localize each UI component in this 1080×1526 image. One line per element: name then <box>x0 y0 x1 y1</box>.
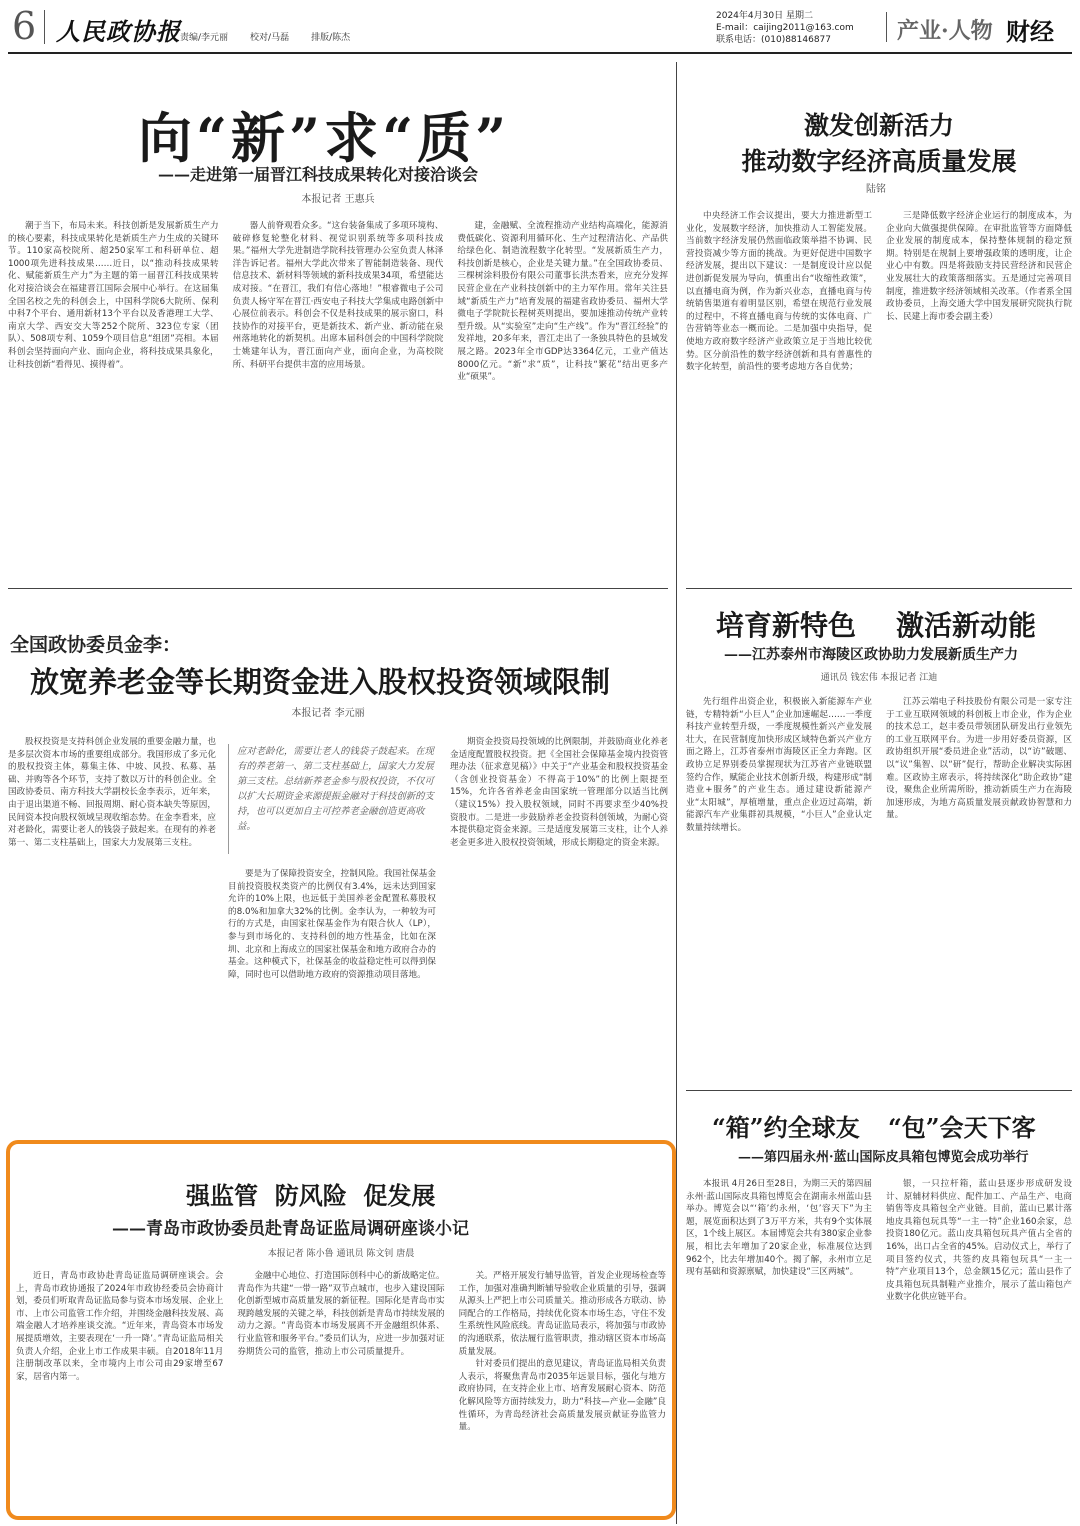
article4-title-part2: 激活新动能 <box>896 609 1037 642</box>
article6-subtitle: ——第四届永州·蓝山国际皮具箱包博览会成功举行 <box>738 1150 1029 1165</box>
paper-name: 人民政协报 <box>56 17 181 46</box>
article3-pullquote <box>228 744 443 854</box>
article6-body <box>686 1178 1072 1518</box>
article4-col1: 先行组件出资企业，积极嵌入新能源车产业链，专精特新“小巨人”企业加速崛起……一季度科技产业转型升级，一季度规模性新兴产业发展壮大，在民营制度加快形成区域特色新兴产业方面之路上，江苏省泰州市海陵区正全力奔跑。区政协立足界别委员掌握现状为江苏省产业链联盟签约合作，赋能企业技术创新升级，构建形成“制造业+服务”的产业生态。通过建设新能源产业“太阳城”，厚植增量，重点企业迈过高端，新能源汽车产业集群初具规模，“小巨人”企业认定数量持续增长。 <box>686 697 872 833</box>
article5-col3: 关。严格开展发行辅导监管，首发企业现场检查等工作，加强对准确判断辅导验收企业质量的引导，强调从源头上严把上市公司质量关。推动形成各方联动、协同配合的工作格局，持续优化资本市场生态，守住不发生系统性风险底线。青岛证监局表示，将加强与市政协的沟通联系，依法履行监管职责，推动辖区资本市场高质量发展。 <box>458 1271 666 1357</box>
article6-title-part2: “包”会天下客 <box>888 1113 1036 1142</box>
article1-subtitle: ——走进第一届晋江科技成果转化对接洽谈会 <box>158 165 479 184</box>
article1-col3: 建，金融赋、全流程推动产业结构高端化，能源消费低碳化、资源利用循环化、生产过程清洁化、产品供给绿色化、制造流程数字化转型。“发展新质生产力，科技创新是核心，企业是关键力量。”在全国政协委员、三棵树涂料股份有限公司董事长洪杰看来，应充分发挥民营企业在产业科技创新中的主力军作用。常年关注县域“新质生产力”培育发展的福建省政协委员、福州大学微电子学院院长程树英则提出，要加速推动传统产业转型升级。从“实验室”走向“生产线”。作为“晋江经验”的发祥地，20多年来，晋江走出了一条独具特色的县域发展之路。2023年全市GDP达3364亿元，工业产值达8000亿元。“新”求“质”，让科技“繁花”结出更多产业“硕果”。 <box>457 221 668 383</box>
article-hailing-district <box>686 596 1072 1086</box>
article5-col1: 近日，青岛市政协赴青岛证监局调研座谈会。会上，青岛市政协通报了2024年市政协经委员会协商计划，委员们听取青岛证监局参与资本市场发展、企业上市、上市公司监管工作介绍，并围绕金融科技发展、高端金融人才培养座谈交流。“近年来，青岛资本市场发展提质增效，主要表现在‘一升一降’。”青岛证监局相关负责人介绍，企业上市工作成果丰硕。自2018年11月注册制改革以来，全市境内上市公司由29家增至67家，居省内第一。 <box>16 1271 224 1382</box>
article5-byline: 本报记者 陈小鲁 通讯员 陈文钊 唐晨 <box>267 1249 415 1259</box>
article4-title-part1: 培育新特色 <box>716 609 857 642</box>
article3-title: 放宽养老金等长期资金进入股权投资领域限制 <box>30 665 611 699</box>
article1-col1: 潮于当下，布局未来。科技创新是发展新质生产力的核心要素，科技成果转化是新质生产力生成的关键环节。110家高校院所、超250家军工和科研单位、超1000项先进科技成果……近日，以“推动科技成果转化、赋能新质生产力”为主题的第一届晋江科技成果转化对接洽谈会在福建晋江国际会展中心举行。在这届集全国名校之先的科创会上，中国科学院6大院所、保利中科7个平台、通用新材13个平台以及香港理工大学、南京大学、西安交大等252个院所、323位专家（团队）、508项专利、1059个项目信息“组团”亮相。本届科创会坚持面向产业、面向企业，将科技成果具象化，让科技创新“看得见、摸得着”。 <box>8 221 219 370</box>
article-qingdao-regulation <box>16 1150 666 1512</box>
section-name: 产业·人物 <box>897 18 993 44</box>
article5-title: 强监管 防风险 促发展 <box>186 1181 436 1210</box>
article5-subtitle: ——青岛市政协委员赴青岛证监局调研座谈小记 <box>112 1219 469 1239</box>
pullquote-text: 应对老龄化，需要让老人的钱袋子鼓起来。在现有的养老第一、第二支柱基础上，国家大力发展第三支柱。总结新养老金参与股权投资，不仅可以扩大长期资金来源提振金融对于科技创新的支持，也可以更加自主可控养老金融创造更高收益。 <box>237 746 434 832</box>
credits <box>180 30 350 43</box>
article4-subtitle: ——江苏泰州市海陵区政协助力发展新质生产力 <box>724 647 1018 663</box>
masthead <box>0 0 1080 52</box>
article-digital-economy <box>686 62 1072 582</box>
article1-title: 向“新”求“质” <box>138 106 511 170</box>
article1-col2: 器人前脊观看众多。“这台装备集成了多项环境构、破碎修复轮整化材料、视觉识别系统等多项科技成果。”福州大学先进制造学院科技管理办公室负责人林泽洋告诉记者。福州大学此次带来了智能制造装备、现代信息技术、新材料等领域的新科技成果34项，希望能达成对接。“在晋江，我们有信心落地！”根睿微电子公司负责人杨守军在晋江·西安电子科技大学集成电路创新中心展位前表示。科创会不仅是科技成果的展示窗口，科技协作的对接平台，更是新技术、新产业、新动能在泉州落地转化的新契机。出席本届科创会的中国科学院院士姚建年认为，晋江面向产业，面向企业，为高校院所、科研平台提供丰富的应用场景。 <box>232 221 444 370</box>
article2-col1: 中央经济工作会议提出，要大力推进新型工业化，发展数字经济，加快推动人工智能发展。当前数字经济发展仍然面临政策举措不协调、民营投资减少等方面的挑战。为更好促进中国数字经济发展，提出以下建议：一是制度设计应以促进创新促发展为导向，慎重出台“收缩性政策”，以直播电商为例，作为新兴业态，直播电商与传统销售渠道有着明显区别，希望在规范行业发展的过程中，不将直播电商与传统的实体电商、广告营销等业态一概而论。二是加强中央指导，促使地方政府数字经济产业政策立足于当地比较优势。区分前沿性的数字经济创新和具有普惠性的数字化转型，前沿性的要考虑地方各自优势； <box>686 211 872 373</box>
article4-col2: 江苏云端电子科技股份有限公司是一家专注于工业互联网领域的科创板上市企业，作为企业的技术总工，赵丰委员带领团队研发出行业领先的工业互联网平台。为进一步用好委员资源，区政协组织开展“委员进企业”活动，以“访”破题、以“议”集智、以“研”促行，帮助企业解决实际困难。区政协主席表示，将持续深化“助企政协”建设，聚焦企业所需所盼，推动新质生产力在海陵加速形成，为地方高质量发展贡献政协智慧和力量。 <box>886 697 1072 821</box>
credit-proofreader: 校对/马磊 <box>250 33 290 43</box>
article2-col2: 三是降低数字经济企业运行的制度成本，为企业向大做强提供保障。在审批监管等方面降低企业发展的制度成本，保持整体规制的稳定预期。特别是在规制上要增强政策的透明度，让企业心中有数。四是将鼓励支持民营经济和民营企业发展壮大的政策落细落实。五是通过完善项目制度，推进数字经济领域相关改革。（作者系全国政协委员，上海交通大学中国发展研究院执行院长、民建上海市委会副主委） <box>886 211 1072 322</box>
credit-layout: 排版/陈杰 <box>311 33 351 43</box>
article-pension-equity <box>8 596 668 1132</box>
section-tag: 财经 <box>1006 17 1054 46</box>
article5-col2: 金融中心地位、打造国际创科中心的新战略定位。青岛作为共建“一带一路”双节点城市，也步入建设国际化创新型城市高质量发展的新征程。国际化是青岛市实现跨越发展的关键之举，科技创新是青岛市持续发展的动力之源。“青岛资本市场发展离不开金融组织体系、行业监管和服务平台。”委员们认为，应进一步加强对证券期货公司的监管，推动上市公司质量提升。 <box>237 1271 445 1357</box>
article2-author: 陆铭 <box>866 184 886 195</box>
article2-title: 激发创新活力 <box>803 111 954 140</box>
article-lanshan-expo <box>686 1098 1072 1522</box>
masthead-contact <box>716 10 854 46</box>
article3-kicker: 全国政协委员金李： <box>10 634 182 656</box>
article2-body <box>686 210 1072 570</box>
article3-col-right: 期资金投资局投领域的比例限制，并鼓励商业化养老金适度配置股权投资。把《全国社会保障基金境内投资管理办法（征求意见稿）》中关于“产业基金和股权投资基金（含创业投资基金）不得高于10%”的比例上限提至15%，允许各省养老金由国家统一管理部分以适当比例（建议15%）投入股权领域，同时不再要求至少40%投资股市。二是进一步鼓励养老金投资科创领域，为耐心资本提供稳定资金来源。三是适度发展第三支柱，让个人养老金更多进入股权投资领域，形成长期稳定的资金来源。 <box>450 737 668 848</box>
article1-byline: 本报记者 王惠兵 <box>301 194 375 205</box>
phone: 联系电话：(010)88146877 <box>716 35 832 45</box>
page-number: 6 <box>12 4 37 48</box>
article2-title-line2: 推动数字经济高质量发展 <box>741 147 1017 176</box>
article-xiang-xin-qiu-zhi <box>8 62 668 582</box>
article5-body <box>16 1270 666 1510</box>
issue-date: 2024年4月30日 星期二 <box>716 11 813 21</box>
email: E-mail：caijing2011@163.com <box>716 23 854 33</box>
article6-title-part1: “箱”约全球友 <box>712 1113 860 1142</box>
article5-col4: 针对委员们提出的意见建议，青岛证监局相关负责人表示，将聚焦青岛市2035年远景目标，强化与地方政府协同，在支持企业上市、培育发展耐心资本、防范化解风险等方面持续发力，助力“科技—产业—金融”良性循环，为青岛经济社会高质量发展贡献证券监管力量。 <box>458 1359 666 1433</box>
article3-col-mid: 要是为了保障投资安全，控制风险。我国社保基金目前投资股权类资产的比例仅有3.4%，远未达到国家允许的10%上限，也远低于美国养老金配置私募股权的8.0%和加拿大32%的比例。金李认为，一种较为可行的方式是，由国家社保基金作为有限合伙人（LP），参与到市场化的、支持科创的地方性基金，比如在深圳、北京和上海成立的国家社保基金和地方政府合办的基金。这种模式下，社保基金的收益稳定性可以得到保障，同时也可以借助地方政府的资源推动项目落地。 <box>228 869 436 980</box>
article3-byline: 本报记者 李元丽 <box>291 708 365 719</box>
article6-col1: 本报讯 4月26日至28日，为期三天的第四届永州·蓝山国际皮具箱包博览会在湖南永州蓝山县举办。博览会以“‘箱’约永州，‘包’容天下”为主题，展览面积达到了3万平方米，共有9个实体展区，1个线上展区。本届博览会共有380家企业参展，相比去年增加了20家企业，标准展位达到962个，比去年增加40个。揭了解，永州市立足现有基础和资源禀赋，加快建设“三区两城”。 <box>686 1179 872 1278</box>
article6-col2: 银，一只拉杆箱，蓝山县逐步形成研发设计、原辅材料供应、配件加工、产品生产、电商销售等皮具箱包全产业链。目前，蓝山已累计落地皮具箱包玩具等“一主一特”企业160余家，总投资180亿元。蓝山皮具箱包玩具产值占全省的16%，出口占全省的45%。启动仪式上，举行了项目签约仪式，共签约皮具箱包玩具“一主一特”产业项目13个，总金额15亿元；蓝山县作了皮具箱包玩具制鞋产业推介，展示了蓝山箱包产业数字化供应链平台。 <box>886 1179 1072 1303</box>
article3-col-left: 股权投资是支持科创企业发展的重要金融力量，也是多层次资本市场的重要组成部分。我国形成了多元化的股权投资主体，募集主体、中坡、风投、私募、基础、并购等各个环节，支持了数以万计的科创企业。全国政协委员、南方科技大学副校长金李表示，近年来，由于退出渠道不畅、回报周期、耐心资本缺失等原因，民间资本投向股权领域呈现收缩态势。在金李看来，应对老龄化，需要让老人的钱袋子鼓起来。在现有的养老第一、第二支柱基础上，国家大力发展第三支柱。 <box>8 737 216 848</box>
article4-body <box>686 696 1072 1054</box>
article4-byline: 通讯员 钱宏伟 本报记者 江迪 <box>820 673 938 683</box>
credit-editor: 责编/李元丽 <box>180 33 229 43</box>
article1-body <box>8 220 668 576</box>
